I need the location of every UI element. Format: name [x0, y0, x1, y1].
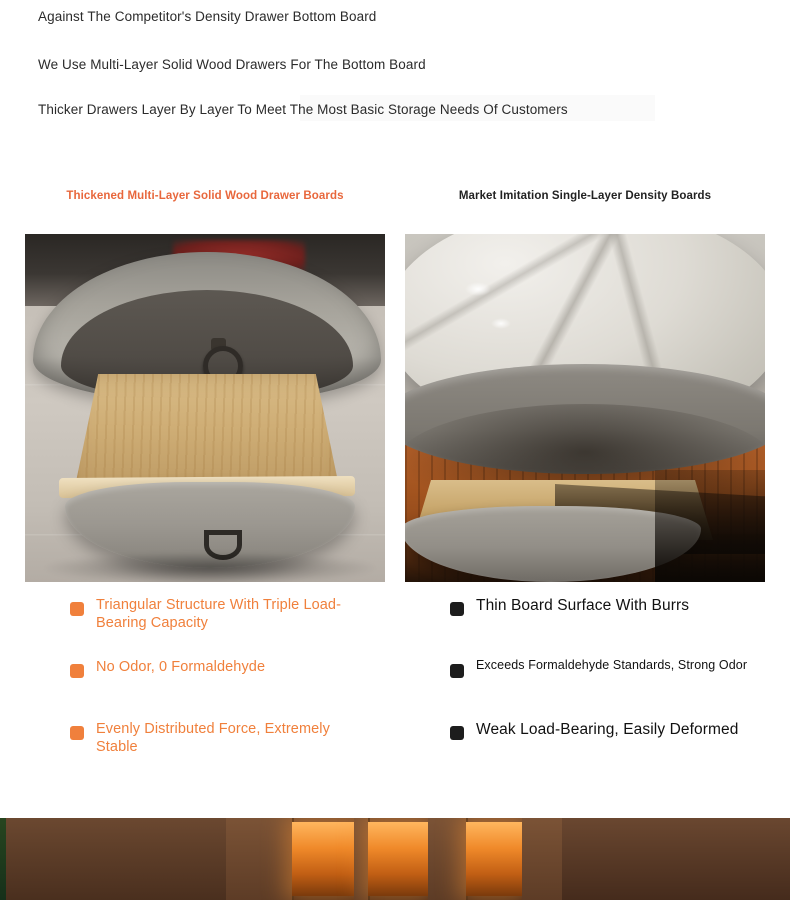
left-product-photo — [25, 234, 385, 582]
square-bullet-icon — [450, 664, 464, 678]
right-feature-list — [450, 596, 770, 782]
square-bullet-icon — [450, 726, 464, 740]
square-bullet-icon — [450, 602, 464, 616]
square-bullet-icon — [70, 726, 84, 740]
bottom-strip-panel — [562, 818, 790, 900]
bottom-strip-lit-compartment — [368, 822, 428, 896]
right-photo-highlight-one — [465, 282, 491, 296]
list-item — [70, 720, 370, 766]
right-product-photo — [405, 234, 765, 582]
list-item-label: Evenly Distributed Force, Extremely Stable — [96, 721, 330, 756]
bottom-photo-strip — [0, 818, 790, 900]
bottom-strip-panel — [522, 818, 564, 900]
list-item-label: Triangular Structure With Triple Load-Bearing Capacity — [96, 597, 342, 632]
left-feature-list — [70, 596, 370, 782]
list-item — [70, 658, 370, 704]
left-column-caption: Thickened Multi-Layer Solid Wood Drawer Boards — [66, 190, 344, 202]
left-photo-shadow — [45, 552, 375, 582]
right-photo-highlight-two — [491, 318, 511, 329]
list-item-label: Thin Board Surface With Burrs — [476, 597, 690, 614]
list-item — [70, 596, 370, 642]
right-column-caption: Market Imitation Single-Layer Density Boards — [458, 190, 712, 202]
list-item — [450, 596, 770, 642]
list-item — [450, 720, 770, 766]
headline-line-1: Against The Competitor's Density Drawer Bottom Board — [38, 9, 377, 24]
square-bullet-icon — [70, 602, 84, 616]
bottom-strip-dark-panel — [6, 818, 226, 900]
list-item-label: Exceeds Formaldehyde Standards, Strong Odor — [476, 658, 748, 672]
headline-line-2: We Use Multi-Layer Solid Wood Drawers For The Bottom Board — [38, 57, 426, 72]
bottom-strip-lit-compartment — [292, 822, 354, 896]
bottom-strip-lit-compartment — [466, 822, 522, 896]
right-photo-dark-corner — [655, 470, 765, 582]
list-item-label: No Odor, 0 Formaldehyde — [96, 659, 266, 675]
bottom-strip-panel — [226, 818, 294, 900]
headline-line-3: Thicker Drawers Layer By Layer To Meet The Most Basic Storage Needs Of Customers — [38, 102, 568, 117]
list-item-label: Weak Load-Bearing, Easily Deformed — [476, 721, 739, 738]
square-bullet-icon — [70, 664, 84, 678]
bottom-strip-panel — [428, 818, 468, 900]
list-item — [450, 658, 770, 704]
